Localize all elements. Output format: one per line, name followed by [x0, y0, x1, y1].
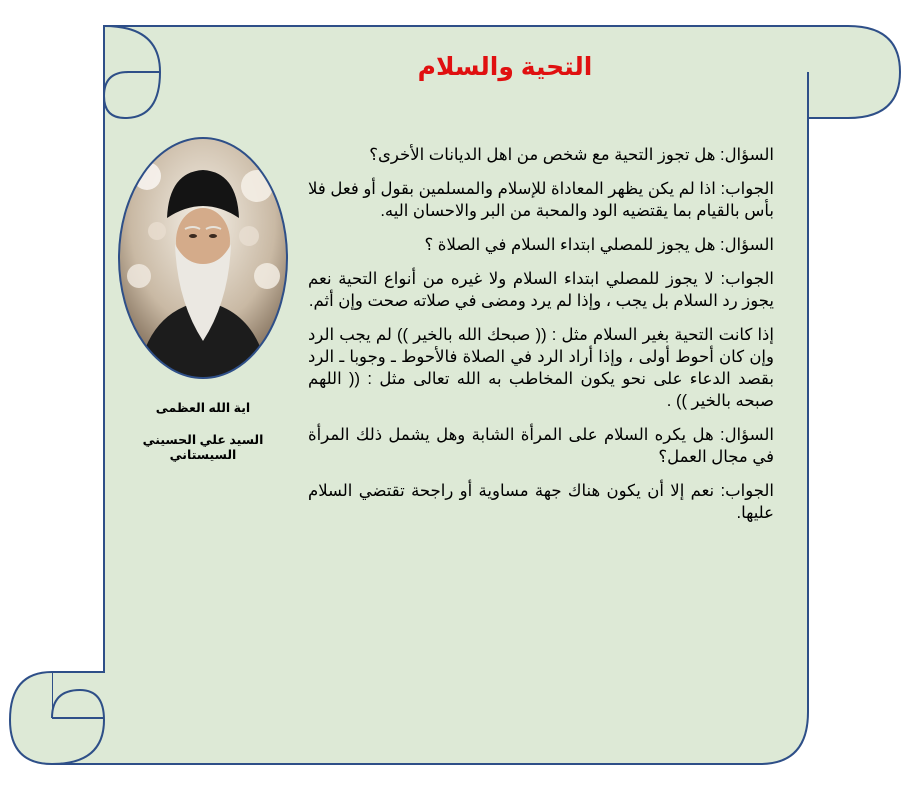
paragraph-a2: الجواب: لا يجوز للمصلي ابتداء السلام ولا غيره من أنواع التحية نعم يجوز رد السلام بل يجب ، وإذا لم يرد ومضى في صلاته صحت وإن أثم.	[308, 270, 774, 310]
paragraph-q3: السؤال: هل يكره السلام على المرأة الشابة وهل يشمل ذلك المرأة في مجال العمل؟	[308, 426, 774, 466]
qa-content	[308, 144, 774, 536]
paragraph-a3: الجواب: نعم إلا أن يكون هناك جهة مساوية أو راجحة تقتضي السلام عليها.	[308, 482, 774, 522]
caption-name: السيد علي الحسيني السيستاني	[142, 433, 264, 462]
portrait-image	[117, 136, 289, 380]
paragraph-q1: السؤال: هل تجوز التحية مع شخص من اهل الديانات الأخرى؟	[369, 146, 774, 164]
caption-title: اية الله العظمى	[155, 401, 251, 415]
paragraph-a2-cont: إذا كانت التحية بغير السلام مثل : (( صبحك الله بالخير )) لم يجب الرد وإن كان أحوط أولى ، وإذا أراد الرد في الصلاة فالأحوط ـ وجوبا ـ الرد بقصد الدعاء على نحو يكون المخاطب به الله تعالى مثل : (( اللهم صبحه بالخير )) .	[308, 326, 774, 410]
page-title: التحية والسلام	[417, 53, 593, 81]
paragraph-a1: الجواب: اذا لم يكن يظهر المعاداة للإسلام والمسلمين بقول أو فعل فلا بأس بالقيام بما يقتضيه الود والمحبة من البر والاحسان اليه.	[308, 180, 774, 220]
paragraph-q2: السؤال: هل يجوز للمصلي ابتداء السلام في الصلاة ؟	[424, 236, 774, 254]
